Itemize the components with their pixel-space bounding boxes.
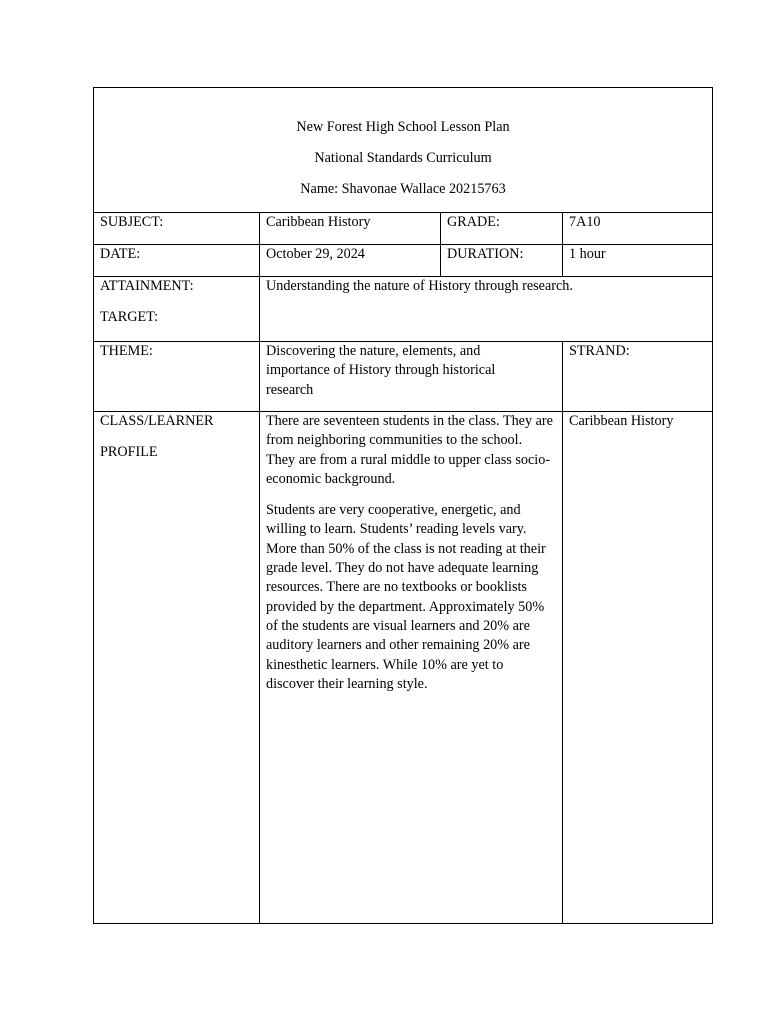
- date-row: [94, 245, 713, 277]
- teacher-name: Name: Shavonae Wallace 20215763: [300, 181, 506, 197]
- theme-row: [94, 342, 713, 412]
- duration-value: 1 hour: [563, 245, 713, 277]
- attainment-value: Understanding the nature of History through research.: [260, 277, 713, 342]
- profile-row: [94, 412, 713, 924]
- date-label: DATE:: [94, 245, 260, 277]
- header-row: [94, 88, 713, 213]
- subject-value: Caribbean History: [260, 213, 441, 245]
- profile-label-line1: CLASS/LEARNER: [100, 413, 214, 429]
- school-title: New Forest High School Lesson Plan: [296, 119, 510, 135]
- grade-label: GRADE:: [441, 213, 563, 245]
- date-value: October 29, 2024: [260, 245, 441, 277]
- curriculum-title: National Standards Curriculum: [314, 150, 492, 166]
- profile-label-cell: [94, 412, 260, 924]
- strand-value: Caribbean History: [563, 412, 713, 924]
- theme-label: THEME:: [94, 342, 260, 412]
- theme-value: Discovering the nature, elements, and importance of History through historical research: [260, 342, 563, 412]
- subject-label: SUBJECT:: [94, 213, 260, 245]
- subject-row: [94, 213, 713, 245]
- target-label: TARGET:: [100, 309, 159, 326]
- attainment-label-cell: [94, 277, 260, 342]
- attainment-label: ATTAINMENT:: [100, 278, 194, 294]
- grade-value: 7A10: [563, 213, 713, 245]
- profile-label-line2: PROFILE: [100, 444, 158, 461]
- duration-label: DURATION:: [441, 245, 563, 277]
- profile-paragraph-2: Students are very cooperative, energetic, and willing to learn. Students’ reading levels vary. More than 50% of the class is not reading at their grade level. They do not have adequate learning resources. There are no textbooks or booklists provided by the department. Approximately 50% of the students are visual learners and 20% are auditory learners and other remaining 20% are kinesthetic learners. While 10% are yet to discover their learning style.: [266, 502, 546, 692]
- profile-description-cell: [260, 412, 563, 924]
- strand-label: STRAND:: [563, 342, 713, 412]
- attainment-row: [94, 277, 713, 342]
- lesson-plan-table: [93, 87, 713, 924]
- profile-paragraph-1: There are seventeen students in the class. They are from neighboring communities to the school. They are from a rural middle to upper class socio-economic background.: [266, 413, 553, 487]
- header-cell: [94, 88, 713, 213]
